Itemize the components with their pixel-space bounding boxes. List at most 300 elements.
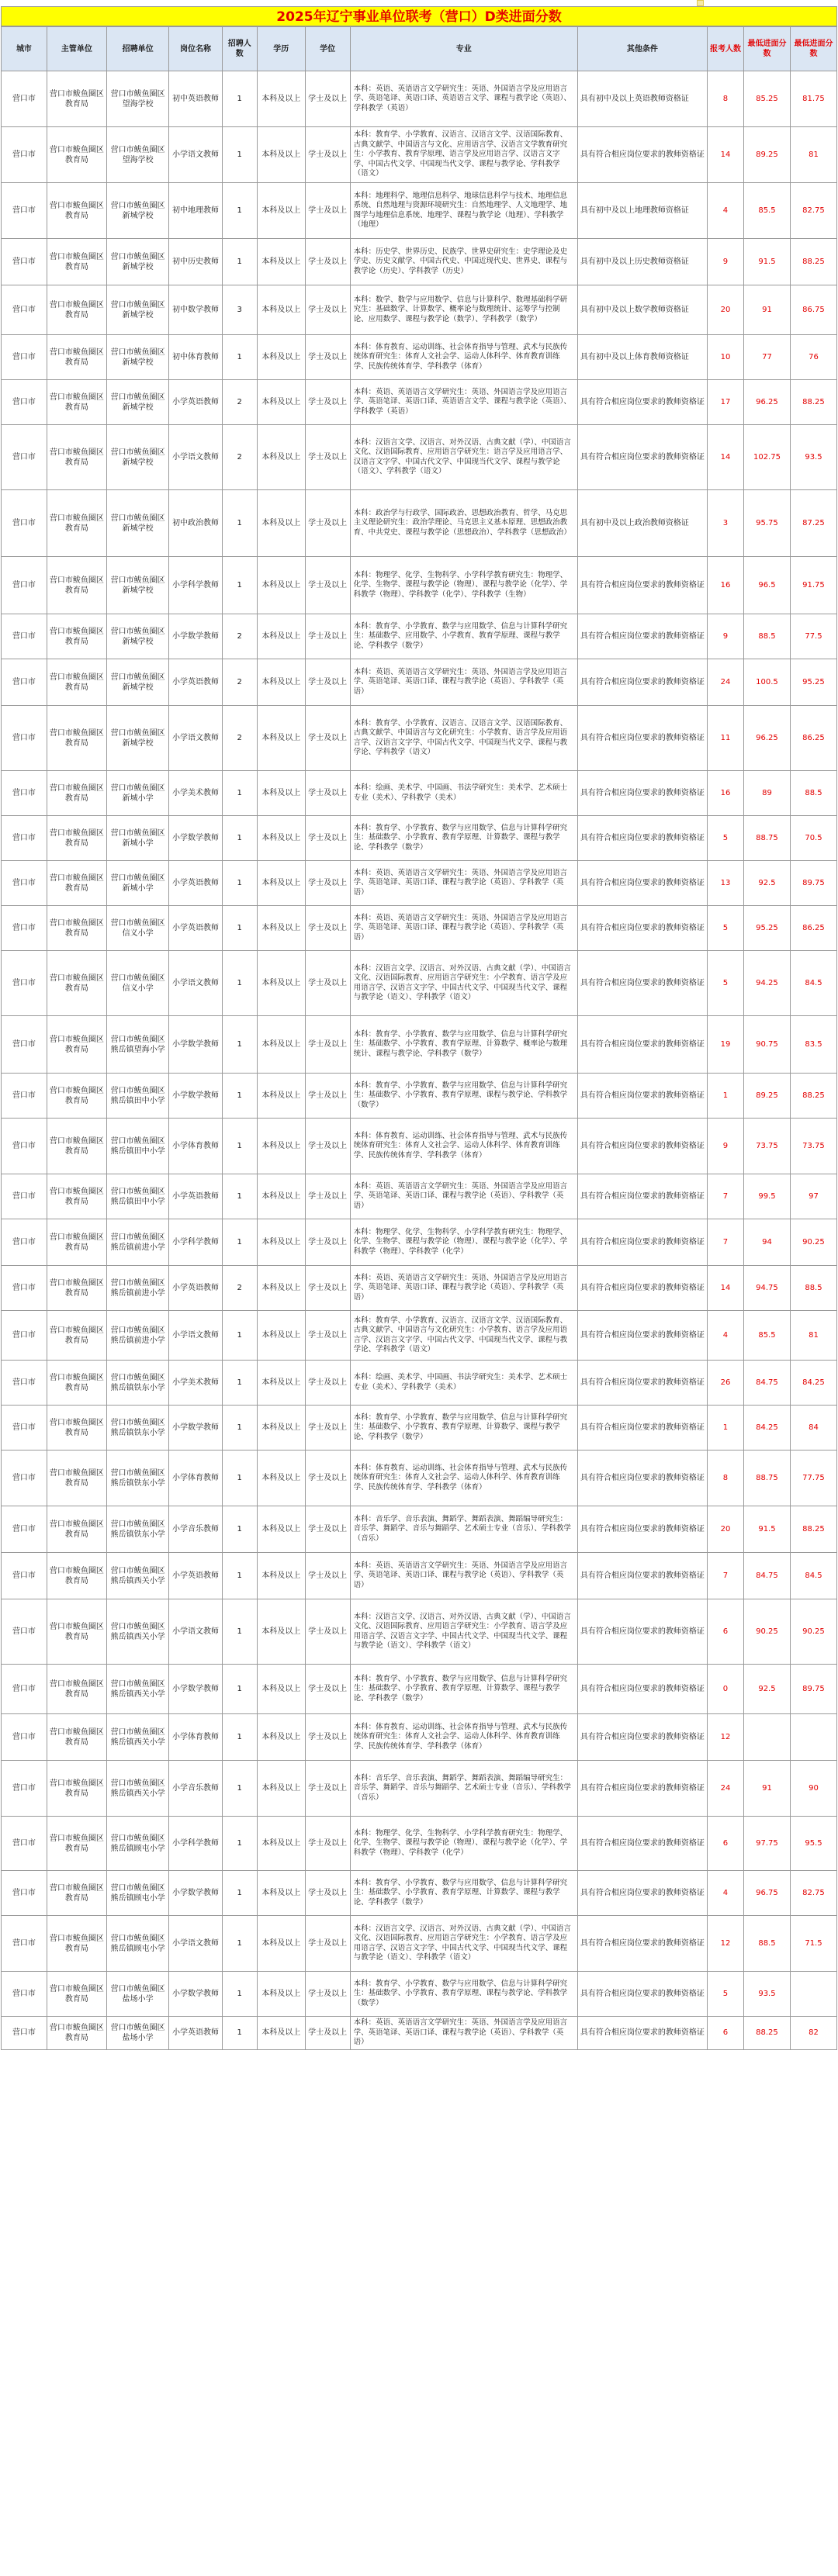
cell-city[interactable]: 营口市 — [2, 1714, 47, 1761]
cell-employer[interactable]: 营口市鲅鱼圈区新城学校 — [106, 239, 168, 285]
cell-degree[interactable]: 学士及以上 — [305, 614, 350, 659]
cell-min-score-1[interactable]: 92.5 — [744, 861, 791, 906]
cell-min-score-2[interactable]: 91.75 — [790, 557, 836, 614]
cell-conditions[interactable]: 具有符合相应岗位要求的教师资格证 — [577, 1219, 707, 1266]
cell-degree[interactable]: 学士及以上 — [305, 1665, 350, 1714]
cell-count[interactable]: 1 — [222, 951, 257, 1016]
cell-min-score-1[interactable]: 94.25 — [744, 951, 791, 1016]
cell-major[interactable]: 本科：教育学、小学教育、汉语言、汉语言文学、汉语国际教育、古典文献学、中国语言与文化、应用语言学、汉语言文学教育研究生：小学教育、教育学原理、语言学及应用语言学、汉语言文字学、中国古代文学、中国现当代文学、课程与教学论、学科教学（语文） — [350, 127, 577, 183]
cell-degree[interactable]: 学士及以上 — [305, 1174, 350, 1219]
cell-supervisor[interactable]: 营口市鲅鱼圈区教育局 — [47, 380, 106, 425]
cell-min-score-2[interactable]: 82.75 — [790, 183, 836, 239]
cell-min-score-1[interactable]: 95.25 — [744, 906, 791, 951]
cell-degree[interactable]: 学士及以上 — [305, 71, 350, 127]
cell-min-score-2[interactable]: 88.5 — [790, 771, 836, 816]
cell-min-score-1[interactable]: 85.5 — [744, 183, 791, 239]
cell-education[interactable]: 本科及以上 — [257, 659, 305, 706]
cell-education[interactable]: 本科及以上 — [257, 951, 305, 1016]
cell-city[interactable]: 营口市 — [2, 951, 47, 1016]
cell-major[interactable]: 本科：体育教育、运动训练、社会体育指导与管理、武术与民族传统体育研究生：体育人文社会学、运动人体科学、体育教育训练学、民族传统体育学、学科教学（体育） — [350, 1714, 577, 1761]
cell-supervisor[interactable]: 营口市鲅鱼圈区教育局 — [47, 1074, 106, 1119]
cell-count[interactable]: 1 — [222, 1972, 257, 2017]
cell-position[interactable]: 小学数学教师 — [169, 1406, 223, 1451]
cell-education[interactable]: 本科及以上 — [257, 1406, 305, 1451]
cell-min-score-1[interactable]: 91.5 — [744, 1506, 791, 1553]
cell-supervisor[interactable]: 营口市鲅鱼圈区教育局 — [47, 1266, 106, 1311]
cell-employer[interactable]: 营口市鲅鱼圈区熊岳镇西关小学 — [106, 1761, 168, 1817]
cell-conditions[interactable]: 具有符合相应岗位要求的教师资格证 — [577, 906, 707, 951]
cell-applicants[interactable]: 14 — [707, 127, 743, 183]
cell-education[interactable]: 本科及以上 — [257, 816, 305, 861]
cell-min-score-1[interactable]: 77 — [744, 335, 791, 380]
cell-position[interactable]: 小学体育教师 — [169, 1119, 223, 1174]
cell-degree[interactable]: 学士及以上 — [305, 706, 350, 771]
cell-min-score-2[interactable]: 95.25 — [790, 659, 836, 706]
cell-employer[interactable]: 营口市鲅鱼圈区新城学校 — [106, 614, 168, 659]
cell-major[interactable]: 本科：教育学、小学教育、数学与应用数学、信息与计算科学研究生：基础数学、小学教育、教育学原理、课程与教学论、学科教学（数学） — [350, 1972, 577, 2017]
cell-min-score-2[interactable]: 95.5 — [790, 1817, 836, 1871]
cell-major[interactable]: 本科：教育学、小学教育、汉语言、汉语言文学、汉语国际教育、古典文献学、中国语言与文化研究生：小学教育、语言学及应用语言学、汉语言文字学、中国古代文学、中国现当代文学、课程与教学论、学科教学（语文） — [350, 706, 577, 771]
cell-min-score-1[interactable]: 95.75 — [744, 490, 791, 557]
cell-applicants[interactable]: 9 — [707, 614, 743, 659]
cell-employer[interactable]: 营口市鲅鱼圈区新城学校 — [106, 706, 168, 771]
cell-conditions[interactable]: 具有符合相应岗位要求的教师资格证 — [577, 706, 707, 771]
cell-employer[interactable]: 营口市鲅鱼圈区信义小学 — [106, 906, 168, 951]
cell-conditions[interactable]: 具有符合相应岗位要求的教师资格证 — [577, 1119, 707, 1174]
cell-major[interactable]: 本科：绘画、美术学、中国画、书法学研究生：美术学、艺术硕士专业（美术）、学科教学（美术） — [350, 771, 577, 816]
cell-min-score-2[interactable]: 89.75 — [790, 1665, 836, 1714]
cell-count[interactable]: 1 — [222, 1074, 257, 1119]
cell-employer[interactable]: 营口市鲅鱼圈区新城学校 — [106, 380, 168, 425]
cell-position[interactable]: 初中地理教师 — [169, 183, 223, 239]
cell-city[interactable]: 营口市 — [2, 771, 47, 816]
cell-city[interactable]: 营口市 — [2, 861, 47, 906]
cell-count[interactable]: 1 — [222, 1714, 257, 1761]
cell-min-score-1[interactable] — [744, 1714, 791, 1761]
cell-major[interactable]: 本科：音乐学、音乐表演、舞蹈学、舞蹈表演、舞蹈编导研究生：音乐学、舞蹈学、音乐与舞蹈学、艺术硕士专业（音乐）、学科教学（音乐） — [350, 1761, 577, 1817]
cell-min-score-1[interactable]: 90.25 — [744, 1599, 791, 1665]
cell-applicants[interactable]: 10 — [707, 335, 743, 380]
cell-count[interactable]: 1 — [222, 335, 257, 380]
cell-city[interactable]: 营口市 — [2, 285, 47, 335]
cell-count[interactable]: 1 — [222, 861, 257, 906]
cell-applicants[interactable]: 26 — [707, 1361, 743, 1406]
cell-min-score-1[interactable]: 94.75 — [744, 1266, 791, 1311]
cell-min-score-1[interactable]: 85.5 — [744, 1311, 791, 1361]
cell-degree[interactable]: 学士及以上 — [305, 490, 350, 557]
cell-conditions[interactable]: 具有符合相应岗位要求的教师资格证 — [577, 1553, 707, 1599]
cell-education[interactable]: 本科及以上 — [257, 906, 305, 951]
cell-major[interactable]: 本科：教育学、小学教育、汉语言、汉语言文学、汉语国际教育、古典文献学、中国语言与文化研究生：小学教育、语言学及应用语言学、汉语言文字学、中国古代文学、中国现当代文学、课程与教学论、学科教学（语文） — [350, 1311, 577, 1361]
cell-education[interactable]: 本科及以上 — [257, 1817, 305, 1871]
cell-applicants[interactable]: 9 — [707, 239, 743, 285]
cell-min-score-2[interactable]: 81 — [790, 127, 836, 183]
cell-applicants[interactable]: 5 — [707, 816, 743, 861]
cell-degree[interactable]: 学士及以上 — [305, 239, 350, 285]
cell-city[interactable]: 营口市 — [2, 1174, 47, 1219]
cell-position[interactable]: 初中体育教师 — [169, 335, 223, 380]
cell-major[interactable]: 本科：汉语言文学、汉语言、对外汉语、古典文献（学）、中国语言文化、汉语国际教育、应用语言学研究生：小学教育、语言学及应用语言学、汉语言文字学、中国古代文学、中国现当代文学、课程与教学论（语文）、学科教学（语文） — [350, 951, 577, 1016]
cell-min-score-1[interactable]: 84.25 — [744, 1406, 791, 1451]
cell-min-score-1[interactable]: 88.25 — [744, 2017, 791, 2050]
cell-supervisor[interactable]: 营口市鲅鱼圈区教育局 — [47, 1553, 106, 1599]
cell-applicants[interactable]: 7 — [707, 1174, 743, 1219]
cell-supervisor[interactable]: 营口市鲅鱼圈区教育局 — [47, 1451, 106, 1506]
cell-supervisor[interactable]: 营口市鲅鱼圈区教育局 — [47, 1817, 106, 1871]
cell-min-score-2[interactable]: 88.25 — [790, 239, 836, 285]
cell-applicants[interactable]: 7 — [707, 1553, 743, 1599]
cell-conditions[interactable]: 具有符合相应岗位要求的教师资格证 — [577, 1361, 707, 1406]
cell-min-score-1[interactable]: 99.5 — [744, 1174, 791, 1219]
cell-position[interactable]: 小学英语教师 — [169, 906, 223, 951]
cell-count[interactable]: 1 — [222, 1599, 257, 1665]
cell-conditions[interactable]: 具有初中及以上政治教师资格证 — [577, 490, 707, 557]
cell-education[interactable]: 本科及以上 — [257, 1916, 305, 1972]
cell-employer[interactable]: 营口市鲅鱼圈区新城学校 — [106, 285, 168, 335]
cell-supervisor[interactable]: 营口市鲅鱼圈区教育局 — [47, 1916, 106, 1972]
cell-count[interactable]: 1 — [222, 1451, 257, 1506]
cell-education[interactable]: 本科及以上 — [257, 1174, 305, 1219]
cell-degree[interactable]: 学士及以上 — [305, 183, 350, 239]
cell-degree[interactable]: 学士及以上 — [305, 1266, 350, 1311]
cell-city[interactable]: 营口市 — [2, 659, 47, 706]
cell-supervisor[interactable]: 营口市鲅鱼圈区教育局 — [47, 490, 106, 557]
cell-applicants[interactable]: 24 — [707, 1761, 743, 1817]
cell-position[interactable]: 小学英语教师 — [169, 659, 223, 706]
cell-supervisor[interactable]: 营口市鲅鱼圈区教育局 — [47, 127, 106, 183]
cell-supervisor[interactable]: 营口市鲅鱼圈区教育局 — [47, 1871, 106, 1916]
cell-count[interactable]: 2 — [222, 706, 257, 771]
cell-supervisor[interactable]: 营口市鲅鱼圈区教育局 — [47, 1599, 106, 1665]
cell-major[interactable]: 本科：教育学、小学教育、数学与应用数学、信息与计算科学研究生：基础数学、小学教育、教育学原理、计算数学、课程与教学论、学科教学（数学） — [350, 1665, 577, 1714]
cell-city[interactable]: 营口市 — [2, 183, 47, 239]
cell-conditions[interactable]: 具有符合相应岗位要求的教师资格证 — [577, 771, 707, 816]
cell-city[interactable]: 营口市 — [2, 1871, 47, 1916]
cell-degree[interactable]: 学士及以上 — [305, 816, 350, 861]
cell-education[interactable]: 本科及以上 — [257, 285, 305, 335]
cell-supervisor[interactable]: 营口市鲅鱼圈区教育局 — [47, 861, 106, 906]
cell-employer[interactable]: 营口市鲅鱼圈区新城小学 — [106, 771, 168, 816]
cell-city[interactable]: 营口市 — [2, 1553, 47, 1599]
cell-major[interactable]: 本科：体育教育、运动训练、社会体育指导与管理、武术与民族传统体育研究生：体育人文社会学、运动人体科学、体育教育训练学、民族传统体育学、学科教学（体育） — [350, 1451, 577, 1506]
cell-conditions[interactable]: 具有符合相应岗位要求的教师资格证 — [577, 1916, 707, 1972]
cell-employer[interactable]: 营口市鲅鱼圈区熊岳镇西关小学 — [106, 1714, 168, 1761]
cell-min-score-2[interactable]: 83.5 — [790, 1016, 836, 1074]
cell-supervisor[interactable]: 营口市鲅鱼圈区教育局 — [47, 906, 106, 951]
cell-min-score-2[interactable]: 87.25 — [790, 490, 836, 557]
cell-min-score-1[interactable]: 96.75 — [744, 1871, 791, 1916]
cell-min-score-2[interactable]: 81.75 — [790, 71, 836, 127]
cell-employer[interactable]: 营口市鲅鱼圈区望海学校 — [106, 127, 168, 183]
cell-city[interactable]: 营口市 — [2, 239, 47, 285]
cell-education[interactable]: 本科及以上 — [257, 490, 305, 557]
cell-applicants[interactable]: 24 — [707, 659, 743, 706]
cell-min-score-2[interactable]: 77.5 — [790, 614, 836, 659]
cell-conditions[interactable]: 具有符合相应岗位要求的教师资格证 — [577, 1761, 707, 1817]
cell-conditions[interactable]: 具有符合相应岗位要求的教师资格证 — [577, 1266, 707, 1311]
cell-applicants[interactable]: 7 — [707, 1219, 743, 1266]
cell-education[interactable]: 本科及以上 — [257, 1972, 305, 2017]
cell-position[interactable]: 小学科学教师 — [169, 1219, 223, 1266]
cell-employer[interactable]: 营口市鲅鱼圈区熊岳镇田中小学 — [106, 1174, 168, 1219]
cell-applicants[interactable]: 20 — [707, 285, 743, 335]
cell-min-score-1[interactable]: 91.5 — [744, 239, 791, 285]
cell-applicants[interactable]: 20 — [707, 1506, 743, 1553]
cell-min-score-2[interactable]: 77.75 — [790, 1451, 836, 1506]
cell-min-score-2[interactable]: 84 — [790, 1406, 836, 1451]
cell-education[interactable]: 本科及以上 — [257, 1599, 305, 1665]
cell-supervisor[interactable]: 营口市鲅鱼圈区教育局 — [47, 239, 106, 285]
cell-education[interactable]: 本科及以上 — [257, 861, 305, 906]
cell-min-score-1[interactable]: 94 — [744, 1219, 791, 1266]
cell-applicants[interactable]: 13 — [707, 861, 743, 906]
cell-city[interactable]: 营口市 — [2, 906, 47, 951]
cell-position[interactable]: 小学语文教师 — [169, 127, 223, 183]
cell-degree[interactable]: 学士及以上 — [305, 861, 350, 906]
cell-conditions[interactable]: 具有初中及以上体育教师资格证 — [577, 335, 707, 380]
cell-min-score-1[interactable]: 97.75 — [744, 1817, 791, 1871]
cell-conditions[interactable]: 具有初中及以上数学教师资格证 — [577, 285, 707, 335]
cell-count[interactable]: 1 — [222, 490, 257, 557]
cell-major[interactable]: 本科：教育学、小学教育、数学与应用数学、信息与计算科学研究生：基础数学、应用数学、小学教育、教育学原理、课程与教学论、学科教学（数学） — [350, 614, 577, 659]
cell-count[interactable]: 1 — [222, 1311, 257, 1361]
cell-education[interactable]: 本科及以上 — [257, 557, 305, 614]
cell-education[interactable]: 本科及以上 — [257, 1665, 305, 1714]
cell-applicants[interactable]: 9 — [707, 1119, 743, 1174]
cell-conditions[interactable]: 具有符合相应岗位要求的教师资格证 — [577, 861, 707, 906]
cell-position[interactable]: 小学语文教师 — [169, 1916, 223, 1972]
cell-degree[interactable]: 学士及以上 — [305, 285, 350, 335]
cell-education[interactable]: 本科及以上 — [257, 614, 305, 659]
cell-position[interactable]: 小学语文教师 — [169, 706, 223, 771]
cell-count[interactable]: 2 — [222, 425, 257, 490]
cell-employer[interactable]: 营口市鲅鱼圈区新城学校 — [106, 490, 168, 557]
cell-degree[interactable]: 学士及以上 — [305, 1506, 350, 1553]
cell-position[interactable]: 小学语文教师 — [169, 951, 223, 1016]
cell-degree[interactable]: 学士及以上 — [305, 1361, 350, 1406]
cell-major[interactable]: 本科：汉语言文学、汉语言、对外汉语、古典文献（学）、中国语言文化、汉语国际教育、应用语言学研究生：语言学及应用语言学、汉语言文字学、中国古代文学、中国现当代文学、课程与教学论（语文）、学科教学（语文） — [350, 425, 577, 490]
cell-major[interactable]: 本科：物理学、化学、生物科学、小学科学教育研究生：物理学、化学、生物学、课程与教学论（物理）、课程与教学论（化学）、学科教学（物理）、学科教学（化学） — [350, 1817, 577, 1871]
cell-major[interactable]: 本科：教育学、小学教育、数学与应用数学、信息与计算科学研究生：基础数学、小学教育、教育学原理、课程与教学论、学科教学（数学） — [350, 1074, 577, 1119]
cell-major[interactable]: 本科：英语、英语语言文学研究生：英语、外国语言学及应用语言学、英语笔译、英语口译、英语语言文学、课程与教学论（英语）、学科教学（英语） — [350, 380, 577, 425]
cell-education[interactable]: 本科及以上 — [257, 1311, 305, 1361]
cell-city[interactable]: 营口市 — [2, 2017, 47, 2050]
cell-major[interactable]: 本科：教育学、小学教育、数学与应用数学、信息与计算科学研究生：基础数学、小学教育、教育学原理、计算数学、课程与教学论、学科教学（数学） — [350, 1406, 577, 1451]
cell-degree[interactable]: 学士及以上 — [305, 2017, 350, 2050]
cell-employer[interactable]: 营口市鲅鱼圈区熊岳镇望海小学 — [106, 1016, 168, 1074]
cell-employer[interactable]: 营口市鲅鱼圈区熊岳镇顾屯小学 — [106, 1916, 168, 1972]
cell-employer[interactable]: 营口市鲅鱼圈区熊岳镇铁东小学 — [106, 1506, 168, 1553]
cell-conditions[interactable]: 具有符合相应岗位要求的教师资格证 — [577, 1817, 707, 1871]
cell-count[interactable]: 1 — [222, 557, 257, 614]
cell-major[interactable]: 本科：政治学与行政学、国际政治、思想政治教育、哲学、马克思主义理论研究生：政治学理论、马克思主义基本原理、思想政治教育、中共党史、课程与教学论（思想政治）、学科教学（思想政治） — [350, 490, 577, 557]
cell-major[interactable]: 本科：体育教育、运动训练、社会体育指导与管理、武术与民族传统体育研究生：体育人文社会学、运动人体科学、体育教育训练学、民族传统体育学、学科教学（体育） — [350, 335, 577, 380]
cell-city[interactable]: 营口市 — [2, 1119, 47, 1174]
cell-min-score-1[interactable]: 96.25 — [744, 706, 791, 771]
cell-min-score-2[interactable]: 88.25 — [790, 380, 836, 425]
cell-degree[interactable]: 学士及以上 — [305, 1714, 350, 1761]
cell-major[interactable]: 本科：地理科学、地理信息科学、地球信息科学与技术、地理信息系统、自然地理与资源环境研究生：自然地理学、人文地理学、地图学与地理信息系统、地理学、课程与教学论（地理）、学科教学（地理） — [350, 183, 577, 239]
cell-education[interactable]: 本科及以上 — [257, 771, 305, 816]
cell-min-score-2[interactable]: 86.75 — [790, 285, 836, 335]
cell-min-score-1[interactable]: 91 — [744, 285, 791, 335]
cell-position[interactable]: 小学数学教师 — [169, 1016, 223, 1074]
cell-count[interactable]: 2 — [222, 659, 257, 706]
cell-min-score-2[interactable]: 90.25 — [790, 1599, 836, 1665]
cell-count[interactable]: 1 — [222, 1506, 257, 1553]
cell-applicants[interactable]: 17 — [707, 380, 743, 425]
cell-city[interactable]: 营口市 — [2, 1817, 47, 1871]
cell-position[interactable]: 小学英语教师 — [169, 2017, 223, 2050]
cell-min-score-2[interactable]: 86.25 — [790, 906, 836, 951]
cell-supervisor[interactable]: 营口市鲅鱼圈区教育局 — [47, 2017, 106, 2050]
cell-applicants[interactable]: 11 — [707, 706, 743, 771]
cell-conditions[interactable]: 具有符合相应岗位要求的教师资格证 — [577, 1016, 707, 1074]
cell-city[interactable]: 营口市 — [2, 1916, 47, 1972]
cell-conditions[interactable]: 具有符合相应岗位要求的教师资格证 — [577, 2017, 707, 2050]
cell-city[interactable]: 营口市 — [2, 1219, 47, 1266]
cell-position[interactable]: 小学语文教师 — [169, 1599, 223, 1665]
cell-min-score-2[interactable] — [790, 1972, 836, 2017]
cell-employer[interactable]: 营口市鲅鱼圈区盐场小学 — [106, 2017, 168, 2050]
cell-major[interactable]: 本科：汉语言文学、汉语言、对外汉语、古典文献（学）、中国语言文化、汉语国际教育、应用语言学研究生：小学教育、语言学及应用语言学、汉语言文字学、中国古代文学、中国现当代文学、课程与教学论（语文）、学科教学（语文） — [350, 1916, 577, 1972]
cell-position[interactable]: 初中英语教师 — [169, 71, 223, 127]
cell-position[interactable]: 小学美术教师 — [169, 771, 223, 816]
cell-education[interactable]: 本科及以上 — [257, 1266, 305, 1311]
cell-supervisor[interactable]: 营口市鲅鱼圈区教育局 — [47, 425, 106, 490]
cell-min-score-1[interactable]: 84.75 — [744, 1361, 791, 1406]
cell-major[interactable]: 本科：历史学、世界历史、民族学、世界史研究生：史学理论及史学史、历史文献学、中国古代史、中国近现代史、世界史、课程与教学论（历史）、学科教学（历史） — [350, 239, 577, 285]
cell-city[interactable]: 营口市 — [2, 1311, 47, 1361]
cell-employer[interactable]: 营口市鲅鱼圈区熊岳镇西关小学 — [106, 1553, 168, 1599]
cell-degree[interactable]: 学士及以上 — [305, 771, 350, 816]
cell-conditions[interactable]: 具有符合相应岗位要求的教师资格证 — [577, 951, 707, 1016]
cell-min-score-2[interactable]: 76 — [790, 335, 836, 380]
cell-city[interactable]: 营口市 — [2, 1074, 47, 1119]
cell-applicants[interactable]: 14 — [707, 425, 743, 490]
cell-major[interactable]: 本科：英语、英语语言文学研究生：英语、外国语言学及应用语言学、英语笔译、英语口译、课程与教学论（英语）、学科教学（英语） — [350, 906, 577, 951]
cell-count[interactable]: 2 — [222, 1266, 257, 1311]
cell-count[interactable]: 1 — [222, 1361, 257, 1406]
cell-employer[interactable]: 营口市鲅鱼圈区熊岳镇田中小学 — [106, 1119, 168, 1174]
cell-employer[interactable]: 营口市鲅鱼圈区新城学校 — [106, 335, 168, 380]
cell-position[interactable]: 小学科学教师 — [169, 1817, 223, 1871]
cell-degree[interactable]: 学士及以上 — [305, 1016, 350, 1074]
cell-major[interactable]: 本科：绘画、美术学、中国画、书法学研究生：美术学、艺术硕士专业（美术）、学科教学（美术） — [350, 1361, 577, 1406]
cell-employer[interactable]: 营口市鲅鱼圈区熊岳镇前进小学 — [106, 1219, 168, 1266]
cell-min-score-2[interactable]: 93.5 — [790, 425, 836, 490]
cell-major[interactable]: 本科：英语、英语语言文学研究生：英语、外国语言学及应用语言学、英语笔译、英语口译、英语语言文学、课程与教学论（英语）、学科教学（英语） — [350, 71, 577, 127]
cell-min-score-2[interactable] — [790, 1714, 836, 1761]
cell-min-score-1[interactable]: 88.5 — [744, 614, 791, 659]
cell-min-score-1[interactable]: 96.25 — [744, 380, 791, 425]
cell-position[interactable]: 小学英语教师 — [169, 1174, 223, 1219]
cell-major[interactable]: 本科：英语、英语语言文学研究生：英语、外国语言学及应用语言学、英语笔译、英语口译、课程与教学论（英语）、学科教学（英语） — [350, 659, 577, 706]
cell-education[interactable]: 本科及以上 — [257, 1871, 305, 1916]
cell-city[interactable]: 营口市 — [2, 1761, 47, 1817]
cell-min-score-2[interactable]: 81 — [790, 1311, 836, 1361]
cell-education[interactable]: 本科及以上 — [257, 706, 305, 771]
cell-position[interactable]: 小学音乐教师 — [169, 1761, 223, 1817]
cell-count[interactable]: 1 — [222, 1553, 257, 1599]
cell-position[interactable]: 小学数学教师 — [169, 1972, 223, 2017]
cell-education[interactable]: 本科及以上 — [257, 1361, 305, 1406]
cell-applicants[interactable]: 6 — [707, 2017, 743, 2050]
cell-applicants[interactable]: 12 — [707, 1714, 743, 1761]
cell-city[interactable]: 营口市 — [2, 1665, 47, 1714]
cell-position[interactable]: 小学数学教师 — [169, 1871, 223, 1916]
cell-employer[interactable]: 营口市鲅鱼圈区新城学校 — [106, 659, 168, 706]
cell-degree[interactable]: 学士及以上 — [305, 380, 350, 425]
cell-education[interactable]: 本科及以上 — [257, 183, 305, 239]
cell-degree[interactable]: 学士及以上 — [305, 1972, 350, 2017]
cell-min-score-2[interactable]: 89.75 — [790, 861, 836, 906]
cell-employer[interactable]: 营口市鲅鱼圈区熊岳镇前进小学 — [106, 1311, 168, 1361]
cell-degree[interactable]: 学士及以上 — [305, 1406, 350, 1451]
cell-supervisor[interactable]: 营口市鲅鱼圈区教育局 — [47, 1219, 106, 1266]
cell-position[interactable]: 小学数学教师 — [169, 614, 223, 659]
cell-supervisor[interactable]: 营口市鲅鱼圈区教育局 — [47, 183, 106, 239]
cell-conditions[interactable]: 具有符合相应岗位要求的教师资格证 — [577, 614, 707, 659]
cell-degree[interactable]: 学士及以上 — [305, 659, 350, 706]
cell-education[interactable]: 本科及以上 — [257, 1119, 305, 1174]
cell-applicants[interactable]: 14 — [707, 1266, 743, 1311]
cell-conditions[interactable]: 具有初中及以上英语教师资格证 — [577, 71, 707, 127]
cell-city[interactable]: 营口市 — [2, 1972, 47, 2017]
cell-position[interactable]: 小学英语教师 — [169, 1553, 223, 1599]
cell-position[interactable]: 小学英语教师 — [169, 861, 223, 906]
cell-supervisor[interactable]: 营口市鲅鱼圈区教育局 — [47, 1016, 106, 1074]
cell-supervisor[interactable]: 营口市鲅鱼圈区教育局 — [47, 71, 106, 127]
cell-major[interactable]: 本科：教育学、小学教育、数学与应用数学、信息与计算科学研究生：基础数学、小学教育、教育学原理、计算数学、课程与教学论、学科教学（数学） — [350, 1871, 577, 1916]
cell-degree[interactable]: 学士及以上 — [305, 1119, 350, 1174]
cell-applicants[interactable]: 16 — [707, 771, 743, 816]
cell-min-score-1[interactable]: 73.75 — [744, 1119, 791, 1174]
cell-city[interactable]: 营口市 — [2, 706, 47, 771]
cell-count[interactable]: 1 — [222, 1119, 257, 1174]
cell-supervisor[interactable]: 营口市鲅鱼圈区教育局 — [47, 614, 106, 659]
cell-min-score-1[interactable]: 89.25 — [744, 1074, 791, 1119]
cell-count[interactable]: 1 — [222, 771, 257, 816]
cell-city[interactable]: 营口市 — [2, 614, 47, 659]
cell-conditions[interactable]: 具有符合相应岗位要求的教师资格证 — [577, 1972, 707, 2017]
cell-min-score-1[interactable]: 85.25 — [744, 71, 791, 127]
cell-applicants[interactable]: 5 — [707, 1972, 743, 2017]
cell-min-score-2[interactable]: 73.75 — [790, 1119, 836, 1174]
cell-count[interactable]: 1 — [222, 2017, 257, 2050]
cell-conditions[interactable]: 具有符合相应岗位要求的教师资格证 — [577, 1311, 707, 1361]
cell-position[interactable]: 小学科学教师 — [169, 557, 223, 614]
cell-conditions[interactable]: 具有初中及以上地理教师资格证 — [577, 183, 707, 239]
cell-applicants[interactable]: 0 — [707, 1665, 743, 1714]
cell-major[interactable]: 本科：英语、英语语言文学研究生：英语、外国语言学及应用语言学、英语笔译、英语口译、课程与教学论（英语）、学科教学（英语） — [350, 1266, 577, 1311]
cell-city[interactable]: 营口市 — [2, 1266, 47, 1311]
cell-conditions[interactable]: 具有符合相应岗位要求的教师资格证 — [577, 1714, 707, 1761]
cell-degree[interactable]: 学士及以上 — [305, 1817, 350, 1871]
cell-employer[interactable]: 营口市鲅鱼圈区信义小学 — [106, 951, 168, 1016]
cell-min-score-2[interactable]: 88.5 — [790, 1266, 836, 1311]
cell-min-score-1[interactable]: 88.75 — [744, 1451, 791, 1506]
cell-min-score-2[interactable]: 84.25 — [790, 1361, 836, 1406]
cell-education[interactable]: 本科及以上 — [257, 71, 305, 127]
cell-min-score-1[interactable]: 102.75 — [744, 425, 791, 490]
cell-position[interactable]: 初中政治教师 — [169, 490, 223, 557]
cell-min-score-1[interactable]: 100.5 — [744, 659, 791, 706]
cell-supervisor[interactable]: 营口市鲅鱼圈区教育局 — [47, 951, 106, 1016]
cell-conditions[interactable]: 具有符合相应岗位要求的教师资格证 — [577, 659, 707, 706]
cell-applicants[interactable]: 6 — [707, 1599, 743, 1665]
cell-applicants[interactable]: 5 — [707, 906, 743, 951]
